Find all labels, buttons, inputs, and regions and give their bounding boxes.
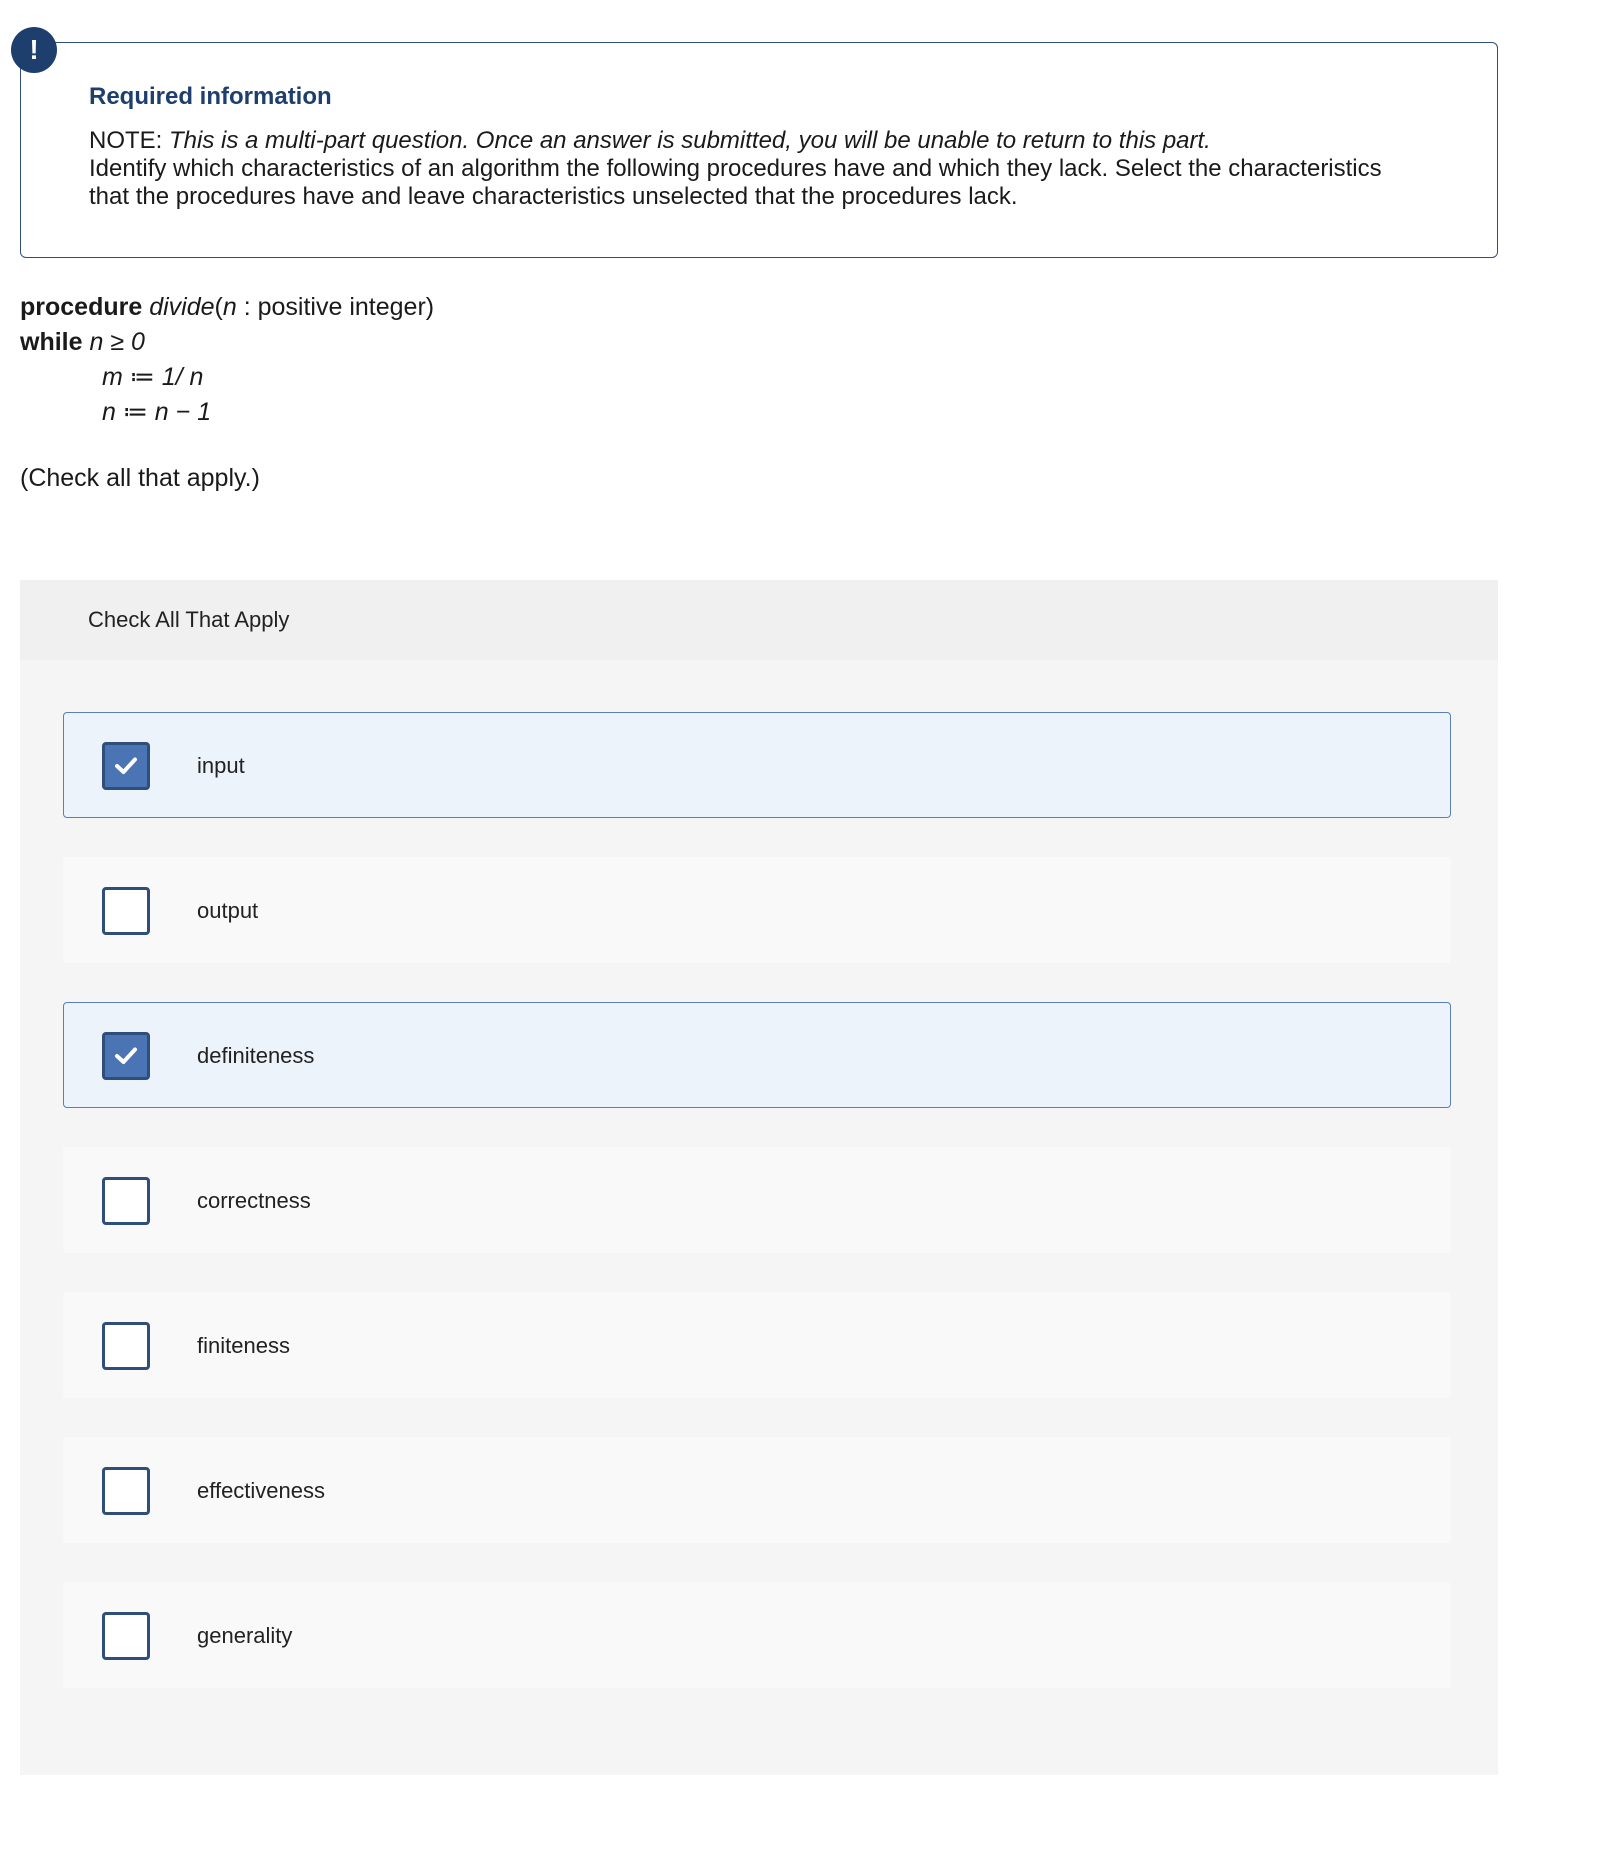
procedure-line-1: m ≔ 1/ n <box>102 363 204 391</box>
checkmark-icon <box>114 1044 138 1068</box>
option-output[interactable] <box>63 857 1451 963</box>
procedure-param: n <box>222 293 237 321</box>
option-label: input <box>197 753 245 778</box>
while-condition: n ≥ 0 <box>89 328 145 356</box>
option-definiteness[interactable] <box>63 1002 1451 1108</box>
keyword-procedure: procedure <box>20 293 143 321</box>
check-note: (Check all that apply.) <box>20 464 260 492</box>
procedure-name: divide <box>149 293 215 321</box>
checkbox[interactable] <box>102 1177 150 1225</box>
option-effectiveness[interactable] <box>63 1437 1451 1543</box>
checkbox[interactable] <box>102 1032 150 1080</box>
option-label: definiteness <box>197 1043 315 1068</box>
instructions-text: Identify which characteristics of an algorithm the following procedures have and which they lack. Select the characteristics that the procedures have and leave characteristics unselected that the procedures lack. <box>89 155 1382 210</box>
option-finiteness[interactable] <box>63 1292 1451 1398</box>
checkmark-icon <box>114 754 138 778</box>
procedure-block <box>20 290 434 430</box>
procedure-line-2: n ≔ n − 1 <box>102 398 212 426</box>
option-label: effectiveness <box>197 1478 326 1503</box>
open-paren: ( <box>214 293 223 321</box>
info-text <box>89 127 1389 211</box>
panel-header <box>20 580 1498 660</box>
option-generality[interactable] <box>63 1582 1451 1688</box>
checkbox[interactable] <box>102 887 150 935</box>
check-all-panel <box>20 580 1498 1775</box>
option-label: generality <box>197 1623 293 1648</box>
panel-header-label: Check All That Apply <box>88 607 290 632</box>
keyword-while: while <box>20 328 83 356</box>
checkbox[interactable] <box>102 1322 150 1370</box>
checkbox[interactable] <box>102 1612 150 1660</box>
alert-icon: ! <box>11 27 57 73</box>
note-italic-text: This is a multi-part question. Once an answer is submitted, you will be unable to return to this part. <box>169 127 1211 154</box>
option-label: output <box>197 898 259 923</box>
checkbox[interactable] <box>102 1467 150 1515</box>
required-information-box <box>20 42 1498 258</box>
while-line <box>20 325 434 360</box>
option-input[interactable] <box>63 712 1451 818</box>
option-label: finiteness <box>197 1333 290 1358</box>
procedure-signature <box>20 290 434 325</box>
option-correctness[interactable] <box>63 1147 1451 1253</box>
checkbox[interactable] <box>102 742 150 790</box>
option-label: correctness <box>197 1188 311 1213</box>
procedure-param-type: : positive integer) <box>236 293 435 321</box>
note-prefix: NOTE: <box>89 127 170 154</box>
info-title: Required information <box>89 83 332 110</box>
